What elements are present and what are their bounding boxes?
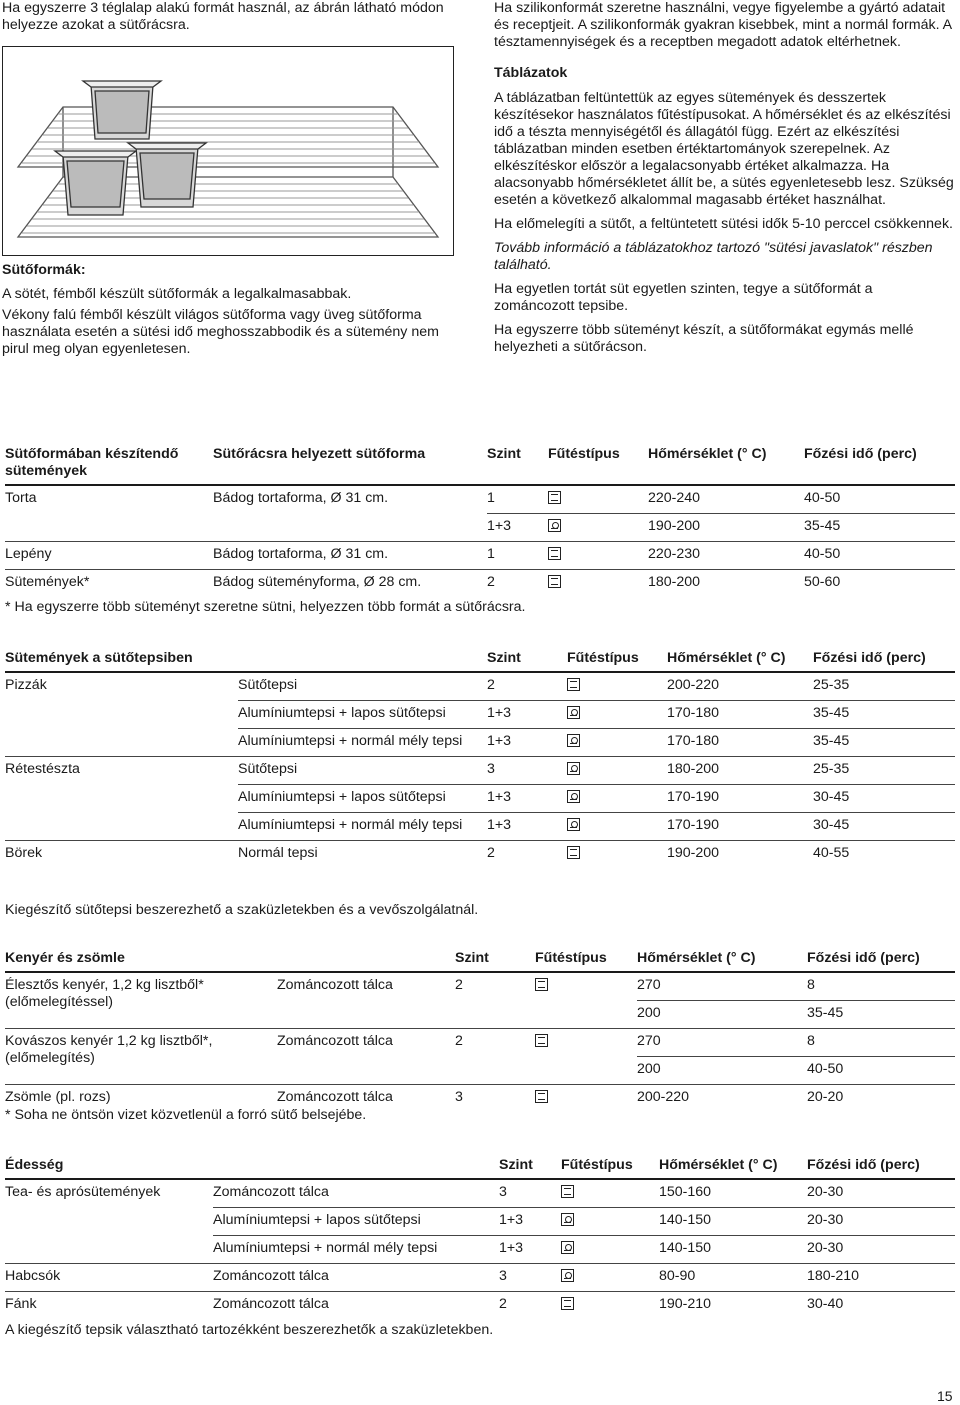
section-heading: Táblázatok	[494, 65, 568, 81]
cell: 1+3	[487, 729, 567, 757]
cell: Alumíniumtepsi + normál mély tepsi	[213, 1236, 499, 1264]
column-header	[277, 950, 455, 972]
cell: Normál tepsi	[238, 841, 487, 869]
table-note: * Soha ne öntsön vizet közvetlenül a forró sütő belsejébe.	[5, 1107, 367, 1123]
cell: 2	[487, 841, 567, 869]
column-header: Hőmérséklet (° C)	[659, 1157, 807, 1179]
table-row	[5, 757, 955, 785]
cell: 1+3	[499, 1208, 561, 1236]
hot-air-icon	[567, 790, 580, 803]
column-header: Főzési idő (perc)	[813, 650, 955, 672]
cell: Sütemények*	[5, 570, 213, 598]
paragraph: Ha előmelegíti a sütőt, a feltüntetett sütési idők 5-10 perccel csökkennek.	[494, 216, 953, 232]
table-row	[5, 514, 955, 542]
cell: 170-180	[667, 729, 813, 757]
cell: 80-90	[659, 1264, 807, 1292]
cell: Sütőtepsi	[238, 757, 487, 785]
paragraph: Tovább információ a táblázatokhoz tartozó "sütési javaslatok" részben található.	[494, 240, 933, 273]
table-baking-trays	[5, 650, 955, 868]
cell: 1+3	[487, 813, 567, 841]
paragraph: Vékony falú fémből készült világos sütőforma vagy üveg sütőforma használata esetén a sütési idő meghosszabbodik és a sütemény nem pirul meg olyan egyenletesen.	[2, 307, 439, 357]
section-heading: Sütőformák:	[2, 262, 86, 278]
column-header: Szint	[487, 446, 548, 485]
cell: 8	[807, 972, 955, 1001]
top-bottom-heat-icon	[567, 678, 580, 691]
hot-air-icon	[561, 1241, 574, 1254]
column-header: Sütőrácsra helyezett sütőforma	[213, 446, 487, 485]
table-bread	[5, 950, 955, 1112]
cell: 8	[807, 1029, 955, 1057]
cell: 1+3	[487, 701, 567, 729]
cell: 40-50	[804, 542, 955, 570]
page-number: 15	[937, 1388, 953, 1404]
right-column	[494, 0, 954, 363]
cell: 1+3	[499, 1236, 561, 1264]
cell: Bádog tortaforma, Ø 31 cm.	[213, 542, 487, 570]
paragraph: Ha egyetlen tortát süt egyetlen szinten, tegye a sütőformát a zománcozott tepsibe.	[494, 281, 873, 314]
table-row	[5, 785, 955, 813]
cell: 180-210	[807, 1264, 955, 1292]
column-header: Hőmérséklet (° C)	[648, 446, 804, 485]
cell: 270	[637, 972, 807, 1001]
cell: 170-180	[667, 701, 813, 729]
column-header: Kenyér és zsömle	[5, 950, 277, 972]
baking-tins-section	[2, 262, 464, 358]
cell: 270	[637, 1029, 807, 1057]
cell: Élesztős kenyér, 1,2 kg lisztből* (előmelegítéssel)	[5, 972, 277, 1029]
hot-air-icon	[561, 1213, 574, 1226]
table-row	[5, 485, 955, 514]
cell: 200	[637, 1057, 807, 1085]
column-header: Fűtéstípus	[561, 1157, 659, 1179]
hot-air-icon	[548, 519, 561, 532]
column-header: Szint	[499, 1157, 561, 1179]
cell: Zománcozott tálca	[213, 1264, 499, 1292]
top-bottom-heat-icon	[567, 846, 580, 859]
column-header	[238, 650, 487, 672]
table-note: * Ha egyszerre több süteményt szeretne sütni, helyezzen több formát a sütőrácsra.	[5, 599, 526, 615]
cell: 40-50	[807, 1057, 955, 1085]
top-bottom-heat-icon	[548, 575, 561, 588]
cell: Alumíniumtepsi + lapos sütőtepsi	[238, 701, 487, 729]
cell: Zsömle (pl. rozs)	[5, 1085, 277, 1113]
cell: 1	[487, 542, 548, 570]
cell: 25-35	[813, 757, 955, 785]
cell: 140-150	[659, 1208, 807, 1236]
table-row	[5, 813, 955, 841]
cell: 2	[499, 1292, 561, 1320]
column-header: Hőmérséklet (° C)	[667, 650, 813, 672]
top-bottom-heat-icon	[561, 1185, 574, 1198]
cell: Bádog tortaforma, Ø 31 cm.	[213, 485, 487, 514]
cell: 50-60	[804, 570, 955, 598]
paragraph: A sötét, fémből készült sütőformák a legalkalmasabbak.	[2, 286, 352, 302]
cell: Tea- és aprósütemények	[5, 1179, 213, 1208]
cell: 2	[487, 570, 548, 598]
table-row	[5, 1292, 955, 1320]
hot-air-icon	[561, 1269, 574, 1282]
cell: 2	[487, 672, 567, 701]
top-bottom-heat-icon	[548, 547, 561, 560]
hot-air-icon	[567, 762, 580, 775]
cell: Alumíniumtepsi + normál mély tepsi	[238, 729, 487, 757]
column-header: Fűtéstípus	[567, 650, 667, 672]
cell: 170-190	[667, 813, 813, 841]
cell: 35-45	[807, 1001, 955, 1029]
cell: 190-200	[648, 514, 804, 542]
cell: 180-200	[648, 570, 804, 598]
cell: 3	[499, 1264, 561, 1292]
cell: 140-150	[659, 1236, 807, 1264]
cell: Zománcozott tálca	[277, 1085, 455, 1113]
cell: 1+3	[487, 785, 567, 813]
cell: 220-240	[648, 485, 804, 514]
upper-tin	[83, 81, 161, 139]
cell: 20-30	[807, 1179, 955, 1208]
column-header: Sütemények a sütőtepsiben	[5, 650, 238, 672]
table-note: Kiegészítő sütőtepsi beszerezhető a szaküzletekben és a vevőszolgálatnál.	[5, 902, 479, 918]
table-baking-tins	[5, 446, 955, 597]
paragraph: A táblázatban feltüntettük az egyes sütemények és desszertek készítésekor használatos fűtéstípusokat. A hőmérséklet és az elkészítési idő a tészta mennyiségétől és állagától függ. Ezért az elkészítési táblázatban minden esetben értéktartományok szerepelnek. Az elkészítéskor először a legalacsonyabb értéket alkalmazza. Ha alacsonyabb hőmérsékletet állít be, a sütés egyenletesebb lesz. Szükség esetén a következő alkalommal magasabb értéket használhat.	[494, 90, 954, 208]
cell: Fánk	[5, 1292, 213, 1320]
cell: 190-200	[667, 841, 813, 869]
cell: Börek	[5, 841, 238, 869]
column-header: Főzési idő (perc)	[807, 950, 955, 972]
top-bottom-heat-icon	[535, 1090, 548, 1103]
cell: Alumíniumtepsi + lapos sütőtepsi	[238, 785, 487, 813]
cell: 220-230	[648, 542, 804, 570]
column-header: Szint	[487, 650, 567, 672]
cell: 1+3	[487, 514, 548, 542]
cell: 40-55	[813, 841, 955, 869]
table-row	[5, 1264, 955, 1292]
cell: 190-210	[659, 1292, 807, 1320]
cell: 2	[455, 972, 535, 1001]
lower-tin-right	[128, 143, 206, 207]
table-row	[5, 1236, 955, 1264]
cell: Pizzák	[5, 672, 238, 701]
intro-text: Ha egyszerre 3 téglalap alakú formát használ, az ábrán látható módon helyezze azokat a sütőrácsra.	[2, 0, 444, 33]
left-column	[2, 0, 464, 34]
table-row	[5, 972, 955, 1001]
column-header	[213, 1157, 499, 1179]
cell: 30-45	[813, 785, 955, 813]
cell: 1	[487, 485, 548, 514]
oven-rack-illustration	[3, 47, 453, 255]
table-row	[5, 1179, 955, 1208]
table-row	[5, 729, 955, 757]
top-bottom-heat-icon	[535, 1034, 548, 1047]
paragraph: Ha szilikonformát szeretne használni, vegye figyelembe a gyártó adatait és receptjeit. A szilikonformák gyakran kisebbek, mint a normál formák. A tésztamennyiségek és a receptben megadott adatok eltérhetnek.	[494, 0, 952, 50]
cell: 3	[487, 757, 567, 785]
cell: Zománcozott tálca	[277, 1029, 455, 1057]
cell: 20-20	[807, 1085, 955, 1113]
baking-tins-figure	[2, 46, 454, 256]
cell: Torta	[5, 485, 213, 514]
cell: 35-45	[813, 729, 955, 757]
cell: 20-30	[807, 1236, 955, 1264]
cell: Alumíniumtepsi + normál mély tepsi	[238, 813, 487, 841]
top-bottom-heat-icon	[561, 1297, 574, 1310]
table-row	[5, 1208, 955, 1236]
cell: Bádog süteményforma, Ø 28 cm.	[213, 570, 487, 598]
hot-air-icon	[567, 818, 580, 831]
cell: 2	[455, 1029, 535, 1057]
lower-tin-left	[55, 151, 136, 215]
cell: Kovászos kenyér 1,2 kg lisztből*, (előmelegítés)	[5, 1029, 277, 1085]
cell: 200-220	[667, 672, 813, 701]
table-note: A kiegészítő tepsik választható tartozékként beszerezhetők a szaküzletekben.	[5, 1322, 494, 1338]
cell: Zománcozott tálca	[213, 1179, 499, 1208]
cell: Habcsók	[5, 1264, 213, 1292]
top-bottom-heat-icon	[535, 978, 548, 991]
cell: 3	[455, 1085, 535, 1113]
column-header: Főzési idő (perc)	[804, 446, 955, 485]
cell: 30-45	[813, 813, 955, 841]
cell: Rétestészta	[5, 757, 238, 785]
table-row	[5, 570, 955, 598]
column-header: Hőmérséklet (° C)	[637, 950, 807, 972]
cell: 20-30	[807, 1208, 955, 1236]
column-header: Sütőformában készítendő sütemények	[5, 446, 213, 485]
cell: 35-45	[804, 514, 955, 542]
cell: 35-45	[813, 701, 955, 729]
cell: Zománcozott tálca	[277, 972, 455, 1001]
column-header: Édesség	[5, 1157, 213, 1179]
hot-air-icon	[567, 706, 580, 719]
cell: 170-190	[667, 785, 813, 813]
cell: Sütőtepsi	[238, 672, 487, 701]
paragraph: Ha egyszerre több süteményt készít, a sütőformákat egymás mellé helyezheti a sütőrácson.	[494, 322, 914, 355]
column-header: Fűtéstípus	[535, 950, 637, 972]
cell: 40-50	[804, 485, 955, 514]
column-header: Főzési idő (perc)	[807, 1157, 955, 1179]
column-header: Fűtéstípus	[548, 446, 648, 485]
table-sweets	[5, 1157, 955, 1319]
cell: 200	[637, 1001, 807, 1029]
cell: 150-160	[659, 1179, 807, 1208]
table-row	[5, 672, 955, 701]
cell: 180-200	[667, 757, 813, 785]
cell: Zománcozott tálca	[213, 1292, 499, 1320]
table-row	[5, 701, 955, 729]
top-bottom-heat-icon	[548, 491, 561, 504]
column-header: Szint	[455, 950, 535, 972]
cell: Alumíniumtepsi + lapos sütőtepsi	[213, 1208, 499, 1236]
hot-air-icon	[567, 734, 580, 747]
cell: Lepény	[5, 542, 213, 570]
cell: 3	[499, 1179, 561, 1208]
cell: 200-220	[637, 1085, 807, 1113]
cell: 30-40	[807, 1292, 955, 1320]
table-row	[5, 841, 955, 869]
cell: 25-35	[813, 672, 955, 701]
table-row	[5, 1029, 955, 1057]
table-row	[5, 542, 955, 570]
